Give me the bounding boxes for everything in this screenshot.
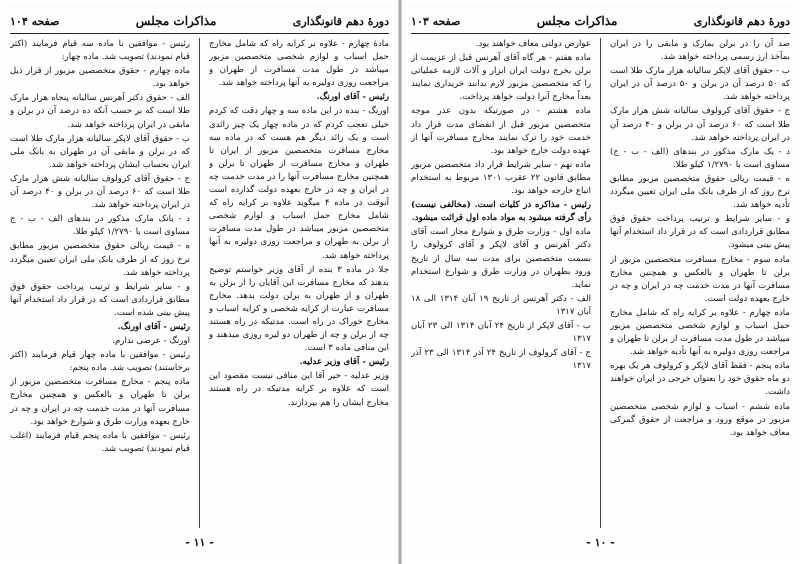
paragraph: ماده پنجم - مخارج مسافرت متخصصین مزبور از برلن تا طهران و بالعکس و همچنین مخارج مسافرت آنها در مدت خدمت چه در ایران و چه در خارج بعهده وزارت طرق و شوارع خواهد بود. xyxy=(10,377,190,427)
paragraph: ماده هفتم - هر گاه آقای آهرنس قبل از عزیمت از برلن بخرج دولت ایران ابزار و آلات لازمه عملیاتی را که متخصصین مزبور لازم بدانند خریداری نمایند بعداً مخارج آنرا دولت خواهد پرداخت. xyxy=(411,53,591,103)
left-page-title: مذاکرات مجلس xyxy=(135,14,217,28)
paragraph: د - بانک مارک مذکور در بندهای الف - ب - ج مساوی است با ۱/۲۷۹۰ کیلو طلا. xyxy=(10,214,190,238)
paragraph: ج - حقوق آقای کرولوف سالیانه شش هزار مارک طلا است که ۶۰ درصد آن در برلن و ۴۰ درصد آن در ایران پرداخته خواهد شد. xyxy=(610,106,790,143)
right-header-rule xyxy=(411,33,790,34)
right-page-title: مذاکرات مجلس xyxy=(536,14,618,28)
left-page-left-column xyxy=(10,38,190,528)
left-header-rule xyxy=(10,33,389,34)
paragraph: ماده چهارم - حقوق متخصصین مزبور از قرار ذیل خواهد بود. xyxy=(10,66,190,90)
paragraph: اورنگ - عرضی ندارم. xyxy=(112,336,190,347)
paragraph: الف - حقوق دکتر آهرنس سالیانه پنجاه هزار مارک طلا است که بر حسب آنکه ده درصد آن در برلن و مابقی در ایران پرداخته خواهد شد. xyxy=(10,93,190,130)
left-page-right-column xyxy=(209,38,389,528)
right-page-footer: - ۱۰ - xyxy=(586,536,615,549)
right-page-left-column xyxy=(411,38,591,528)
paragraph: ماده پنجم - فقط آقای لاپکر و کرولوف هر یک بهره دو ماه حقوق خود را بعنوان خرجی در ایران خواهند داشت. xyxy=(610,361,790,398)
left-page-footer: - ۱۱ - xyxy=(185,536,214,549)
right-page-header xyxy=(411,10,790,32)
paragraph: ب - حقوق آقای لاپکر سالیانه هزار مارک طلا است که در برلن و مابقی آن در طهران به بانک ملی ایران بحساب ایشان پرداخته خواهد شد. xyxy=(10,133,190,170)
paragraph: رئیس - موافقین با ماده پنجم قیام فرمایند (اغلب قیام نمودند) تصویب شد. xyxy=(10,430,190,454)
paragraph: ماده نهم - سایر شرایط قرار داد متخصصین مزبور مطابق قانون ۲۲ عقرب ۱۳۰۱ مربوط به استخدام اتباع خارجه خواهد بود. xyxy=(411,159,591,197)
paragraph: رئیس - آقای وزیر عدلیه. xyxy=(299,357,389,368)
paragraph: ماده هشتم - در صورتیکه بدون عذر موجه متخصصین مزبور قبل از انقضای مدت قرار داد خدمت خود را ترک نمایند مخارج مسافرت آنها از عهده دولت خارج خواهد بود. xyxy=(411,106,591,156)
paragraph: صد آن را در برلن بمارک و مابقی را در ایران بمآخذ ارز رسمی پرداخته خواهد شد. xyxy=(610,39,790,63)
paragraph: ماده اول - وزارت طرق و شوارع مجاز است آقای دکتر آهرنس و آقای لاپکر و آقای کرولوف را بسمت متخصصین برای مدت سه سال از تاریخ ورود بطهران در وزارت طرق و شوارع استخدام نماید. xyxy=(411,227,591,290)
paragraph: ج - آقای کرولوف از تاریخ ۲۴ آذر ۱۳۱۴ الی ۲۳ آذر ۱۳۱۷ xyxy=(411,348,591,372)
paragraph: ماده چهارم - علاوه بر کرایه راه که شامل مخارج حمل اسباب و لوازم شخصی متخصصین مزبور میباشد در طول مدت مسافرت از برلن تا طهران و مراجعت روزی دولیره به آنها تأدیه خواهد شد. xyxy=(610,307,790,358)
left-page-session: دورهٔ دهم قانونگذاری xyxy=(292,14,389,28)
paragraph: مادهٔ چهارم - علاوه بر کرایه راه که شامل مخارج حمل اسباب و لوازم شخصی متخصصین مزبور میباشد در طول مدت مسافرت از طهران و مراجعت روزی دولیره به آنها پرداخته خواهد شد. xyxy=(209,39,389,89)
paragraph: ماده سوم - مخارج مسافرت متخصصین مزبور از برلن تا طهران و بالعکس و همچنین مخارج مسافرت آنها در مدت خدمت چه در ایران و چه در خارج بعهده دولت است. xyxy=(610,254,790,304)
paragraph: ه - قیمت ریالی حقوق متخصصین مزبور مطابق نرخ روز که از طرف بانک ملی ایران تعیین میگردد تأدیه خواهد شد. xyxy=(610,173,790,211)
paragraph: ج - حقوق آقای کرولوف سالیانه شش هزار مارک طلا است که ۶۰ درصد آن در برلن و ۴۰ درصد آن در ایران پرداخته خواهد شد. xyxy=(10,173,190,211)
paragraph: ماده ششم - اسباب و لوازم شخصی متخصصین مزبور در موقع ورود و مراجعت از حقوق گمرکی معاف خواهد بود. xyxy=(610,401,790,438)
paragraph: جلا در ماده ۳ بنده از آقای وزیر خواستم توضیح بدهند که مخارج مسافرت این آقایان را از برلن به طهران و از طهران به برلن دولت بدهد. مخارج مسافرت عبارت از کرایه شخصی و کرایه اسباب و مخارج خوراک در راه است. مدتیکه در راه هستند چه از برلن و چه از طهران دو لیره روزی میدهند و این منافی ماده ۳ است. xyxy=(209,264,389,354)
paragraph: رئیس - آقای اورنگ. xyxy=(316,92,389,103)
left-page-header xyxy=(10,10,389,32)
paragraph: اورنگ - بنده در این ماده سه و چهار دقت که کردم خیلی تعجب کردم که در ماده چهار یک چیز زائدی است و یک زائد دیگر هم هست که در ماده سه مخارج مسافرت متخصصین مزبور از ایران تا طهران و مخارج مسافرت از طهران تا برلن و همچنین مخارج مسافرت آنها را در مدت خدمت چه در ایران و چه در خارج بعهده دولت گذارده است آنوقت در ماده ۴ میگوید علاوه بر کرایه راه که شامل مخارج حمل اسباب و لوازم شخصی متخصصین مزبور میباشد در طول مدت مسافرت از برلن به طهران و مراجعت روزی دولیره به آنها پرداخته خواهد شد. xyxy=(209,106,389,261)
paragraph: وزیر عدلیه - خیر آقا این منافی نیست مقصود این است که علاوه بر کرایه مدتیکه در راه هستند مخارج ایشان را هم بپردازند. xyxy=(209,371,389,408)
paragraph: ب - حقوق آقای لاپکر سالیانه هزار مارک طلا است که ۵۰ درصد آن در برلن و ۵۰ درصد آن در ایران پرداخته خواهد شد. xyxy=(610,66,790,103)
paragraph: رئیس - مذاکره در کلیات است. (مخالفی نیست) رأی گرفته میشود به مواد ماده اول قرائت میشود. xyxy=(411,200,591,224)
right-page xyxy=(403,4,798,560)
paragraph: ب - آقای لاپکر از تاریخ ۲۴ آبان ۱۳۱۴ الی ۲۳ آبان ۱۳۱۷ xyxy=(411,320,591,345)
column-divider xyxy=(199,38,200,528)
left-page-number: صفحه ۱۰۴ xyxy=(10,14,60,28)
paragraph: رئیس - آقای اورنگ. xyxy=(117,321,190,332)
column-divider xyxy=(600,38,601,528)
right-page-right-column xyxy=(610,38,790,528)
book-gutter xyxy=(398,0,402,564)
right-page-number: صفحه ۱۰۳ xyxy=(411,14,461,28)
paragraph: الف - دکتر آهرنس از تاریخ ۱۹ آبان ۱۳۱۴ الی ۱۸ آبان ۱۳۱۷ xyxy=(411,293,591,317)
right-page-session: دورهٔ دهم قانونگذاری xyxy=(693,14,790,28)
paragraph: عوارض دولتی معاف خواهند بود. xyxy=(475,39,591,49)
paragraph: و - سایر شرایط و ترتیب پرداخت حقوق فوق مطابق قراردادی است که در قرار داد استخدام آنها پیش بینی شده است. xyxy=(10,281,190,318)
paragraph: رئیس - موافقین با ماده سه قیام فرمایند (اکثر قیام نمودند) تصویب شد. ماده چهار: xyxy=(10,39,190,63)
paragraph: و - سایر شرایط و ترتیب پرداخت حقوق فوق مطابق قراردادی است که در قرار داد استخدام آنها پیش بینی میشود. xyxy=(610,214,790,251)
paragraph: ه - قیمت ریالی حقوق متخصصین مزبور مطابق نرخ روز که از طرف بانک ملی ایران تعیین میگردد پرداخته خواهد شد. xyxy=(10,241,190,278)
paragraph: د - یک مارک مذکور در بندهای (الف - ب - ج) مساوی است با ۱/۲۷۹۰ کیلو طلا. xyxy=(610,146,790,170)
paragraph: رئیس - موافقین با ماده چهار قیام فرمایند (اکثر برخاستند) تصویب شد. ماده پنجم: xyxy=(10,350,190,374)
left-page xyxy=(2,4,397,560)
